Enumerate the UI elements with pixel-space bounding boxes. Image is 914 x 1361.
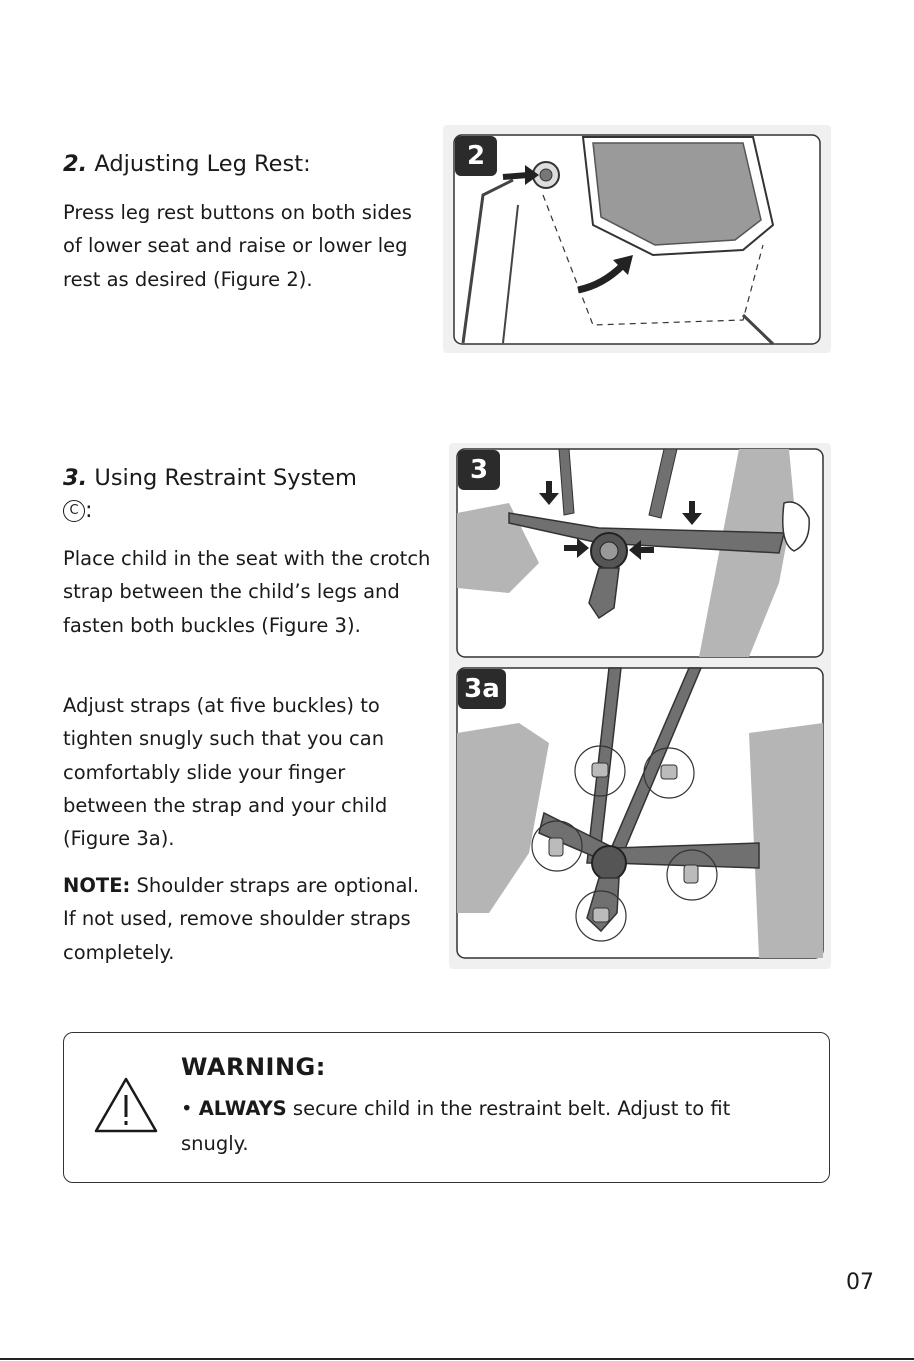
section-2-title-text: Adjusting Leg Rest:: [87, 151, 311, 177]
note-text: Shoulder straps are optional. If not used, remove shoulder straps completely.: [63, 874, 420, 964]
section-2-title: [63, 148, 311, 180]
warning-emphasis: ALWAYS: [198, 1097, 287, 1120]
figure-3-badge: 3: [458, 450, 500, 490]
figure-3a-badge: 3a: [458, 669, 506, 709]
section-3-note: [63, 869, 433, 969]
section-2-number: 2.: [63, 151, 88, 177]
section-3-body-1: Place child in the seat with the crotch strap between the child’s legs and fasten both buckles (Figure 3).: [63, 547, 431, 637]
page-number: 07: [846, 1270, 874, 1295]
restraint-ref-circle: C: [63, 500, 85, 522]
bottom-rule: [0, 1358, 914, 1360]
figure-3-group: [449, 443, 831, 969]
warning-message: secure child in the restraint belt. Adjust to fit snugly.: [181, 1097, 731, 1155]
figure-2-badge: 2: [455, 136, 497, 176]
section-2-body: Press leg rest buttons on both sides of lower seat and raise or lower leg rest as desired (Figure 2).: [63, 201, 412, 291]
section-3-number: 3.: [63, 465, 88, 491]
section-3-title-suffix: :: [85, 497, 93, 523]
warning-text: [181, 1091, 801, 1161]
section-3-title: [63, 462, 403, 526]
warning-triangle-icon: [92, 1075, 160, 1135]
figure-2: [443, 125, 831, 353]
section-3-body-2: Adjust straps (at five buckles) to tighten snugly such that you can comfortably slide your finger between the strap and your child (Figure 3a).: [63, 694, 388, 851]
warning-box: [63, 1032, 830, 1183]
figure-2-illustration: [443, 125, 831, 353]
note-label: NOTE:: [63, 874, 131, 897]
section-3-title-text: Using Restraint System: [87, 465, 357, 491]
figure-3-illustration: [449, 443, 831, 969]
warning-bullet: •: [181, 1097, 199, 1120]
warning-title: WARNING:: [181, 1053, 326, 1081]
